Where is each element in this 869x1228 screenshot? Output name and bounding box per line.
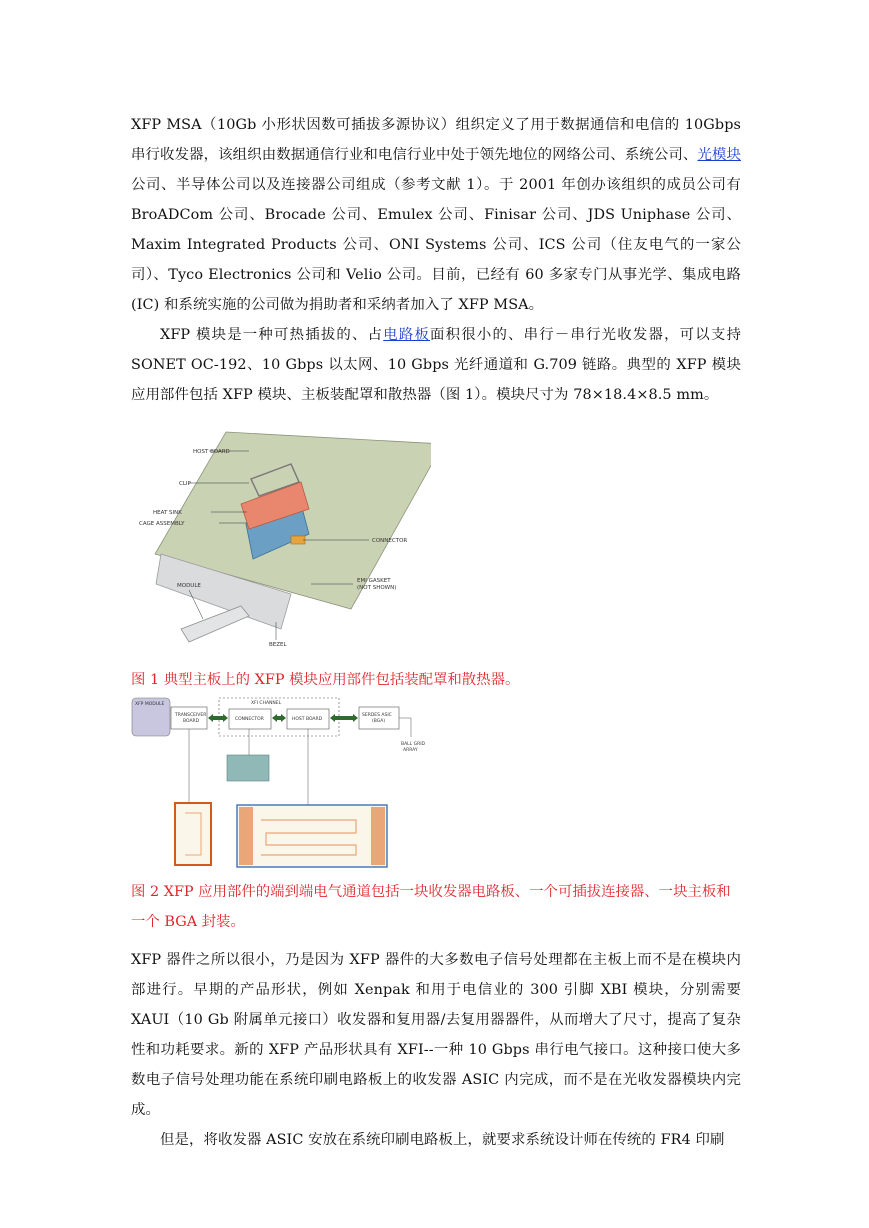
transceiver-board-picture [175,803,211,865]
label-connector: CONNECTOR [372,538,408,544]
paragraph-text: XFP 模块是一种可热插拔的、占 [160,327,384,343]
label-host-board: HOST BOARD [193,449,230,455]
label-bga: (BGA) [372,719,386,724]
serdes-asic-box [359,707,399,729]
figure-1-diagram [131,424,431,659]
label-module: MODULE [177,583,201,589]
label-emi-gasket: EMI GASKET [357,578,391,584]
label-not-shown: (NOT SHOWN) [357,585,397,591]
label-cage-assembly: CAGE ASSEMBLY [139,521,185,527]
connector-picture [227,755,269,781]
label-xfp-module: XFP MODULE [135,702,165,707]
label-clip: CLIP [179,481,191,487]
paragraph-xfp-msa [131,110,741,320]
paragraph-text: 公司、半导体公司以及连接器公司组成（参考文献 1）。于 2001 年创办该组织的成员公司有 BroADCom 公司、Brocade 公司、Emulex 公司、Finisar 公司、JDS Uniphase 公司、Maxim Integrated Products 公司、ONI Systems 公司、ICS 公司（住友电气的一家公司）、Tyco Electronics 公司和 Velio 公司。目前，已经有 60 多家专门从事光学、集成电路 (IC) 和系统实施的公司做为捐助者和采纳者加入了 XFP MSA。 [131,177,741,313]
figure-1-caption: 图 1 典型主板上的 XFP 模块应用部件包括装配罩和散热器。 [131,672,520,688]
document-page [131,0,741,1155]
label-array: ARRAY [403,748,418,753]
label-heat-sink: HEAT SINK [153,510,182,516]
label-host-board-2: HOST BOARD [292,717,323,722]
paragraph-text: XFP MSA（10Gb 小形状因数可插拔多源协议）组织定义了用于数据通信和电信的 10Gbps 串行收发器，该组织由数据通信行业和电信行业中处于领先地位的网络公司、系统公司、 [131,117,741,163]
host-board-picture [237,805,387,867]
label-xfi-channel: XFI CHANNEL [251,701,282,706]
optical-module-link[interactable]: 光模块 [697,147,741,163]
paragraph-xfp-size: XFP 器件之所以很小，乃是因为 XFP 器件的大多数电子信号处理都在主板上而不是在模块内部进行。早期的产品形状，例如 Xenpak 和用于电信业的 300 引脚 XBI 模块，分别需要 XAUI（10 Gb 附属单元接口）收发器和复用器/去复用器器件，从而增大了尺寸，提高了复杂性和功耗要求。新的 XFP 产品形状具有 XFI--一种 10 Gbps 串行电气接口。这种接口使大多数电子信号处理功能在系统印刷电路板上的收发器 ASIC 内完成，而不是在光收发器模块内完成。 [131,952,741,1118]
label-ball-grid: BALL GRID [401,742,426,747]
label-board: BOARD [183,719,200,724]
connector-shape [291,536,305,544]
paragraph-xfp-module [131,320,741,410]
module-shape [181,606,249,642]
transceiver-board-box [171,707,207,729]
paragraph-asic: 但是，将收发器 ASIC 安放在系统印刷电路板上，就要求系统设计师在传统的 FR4 印刷 [160,1132,725,1148]
label-connector-2: CONNECTOR [235,717,264,722]
figure-2-caption: 图 2 XFP 应用部件的端到端电气通道包括一块收发器电路板、一个可插拔连接器、一块主板和一个 BGA 封装。 [131,884,731,930]
circuit-board-link[interactable]: 电路板 [383,327,431,343]
figure-2-diagram [131,695,431,875]
paragraph-text: 面积很小的、串行－串行光收发器，可以支持 SONET OC-192、10 Gbps 以太网、10 Gbps 光纤通道和 G.709 链路。典型的 XFP 模块应用部件包括 XFP 模块、主板装配罩和散热器（图 1）。模块尺寸为 78×18.4×8.5 mm。 [131,327,741,403]
label-transceiver: TRANSCEIVER [175,713,207,718]
label-serdes: SERDES ASIC [362,713,392,718]
label-bezel: BEZEL [269,642,287,648]
